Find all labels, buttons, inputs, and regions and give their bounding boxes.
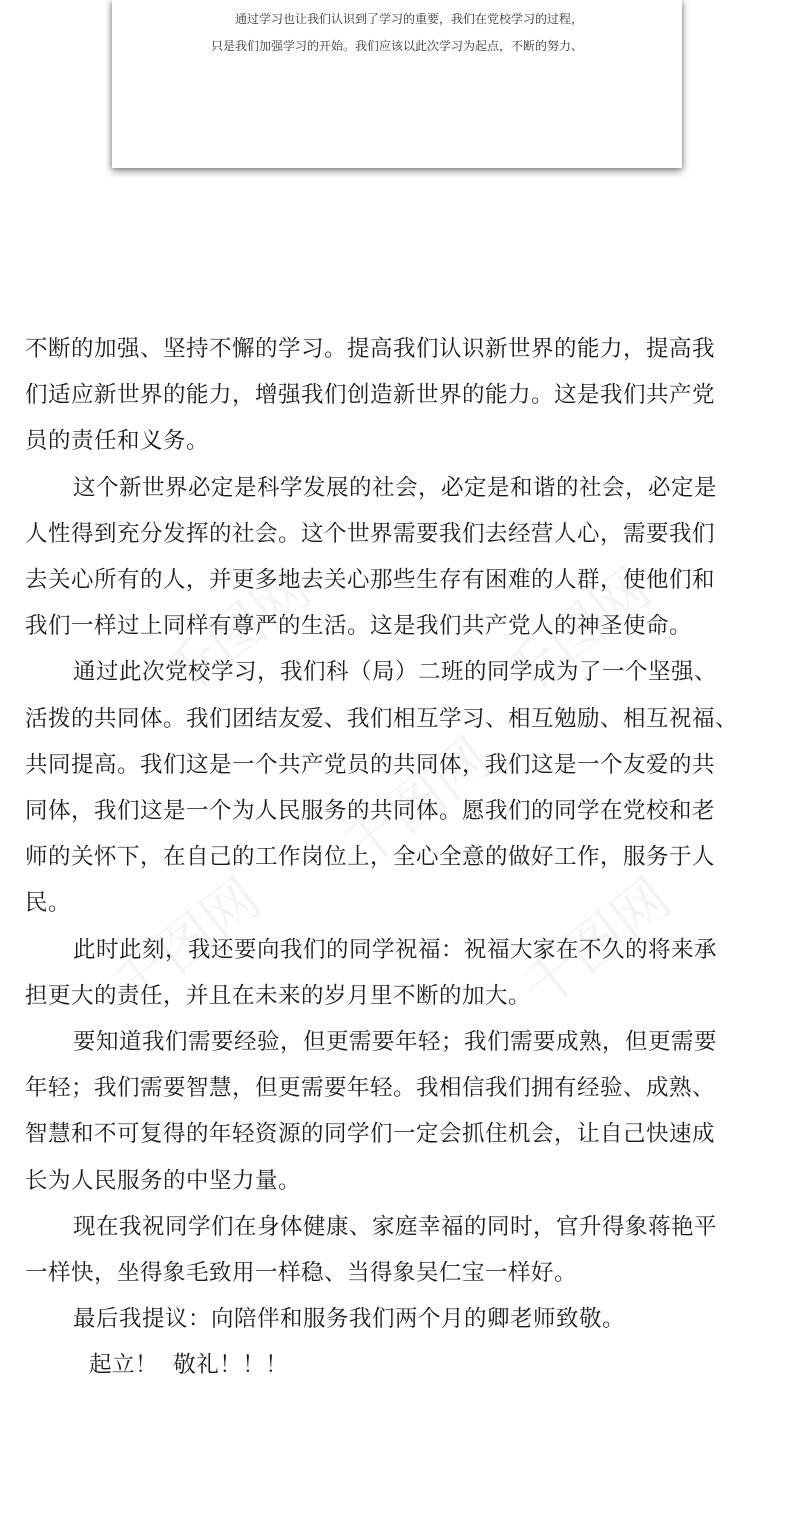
text-line: 最后我提议：向陪伴和服务我们两个月的卿老师致敬。 xyxy=(73,1306,626,1333)
text-line: 活拨的共同体。我们团结友爱、我们相互学习、相互勉励、相互祝福、 xyxy=(25,705,739,732)
text-line: 师的关怀下，在自己的工作岗位上，全心全意的做好工作，服务于人 xyxy=(25,844,716,871)
text-line: 去关心所有的人，并更多地去关心那些生存有困难的人群，使他们和 xyxy=(25,567,716,594)
paragraph xyxy=(25,649,785,926)
text-line: 此时此刻，我还要向我们的同学祝福：祝福大家在不久的将来承 xyxy=(73,936,718,963)
text-line: 通过此次党校学习，我们科（局）二班的同学成为了一个坚强、 xyxy=(73,659,718,686)
text-line: 要知道我们需要经验，但更需要年轻；我们需要成熟，但更需要 xyxy=(73,1029,718,1056)
text-line: 民。 xyxy=(25,890,72,917)
text-line: 这个新世界必定是科学发展的社会，必定是和谐的社会，必定是 xyxy=(73,474,718,501)
paragraph xyxy=(25,1019,785,1204)
paragraph xyxy=(25,1204,785,1296)
text-line: 长为人民服务的中坚力量。 xyxy=(25,1167,302,1194)
paragraph xyxy=(25,927,785,1019)
text-line: 共同提高。我们这是一个共产党员的共同体，我们这是一个友爱的共 xyxy=(25,751,716,778)
text-line: 担更大的责任，并且在未来的岁月里不断的加大。 xyxy=(25,982,532,1009)
text-line: 人性得到充分发挥的社会。这个世界需要我们去经营人心，需要我们 xyxy=(25,520,716,547)
document-body xyxy=(25,326,785,1389)
text-line: 员的责任和义务。 xyxy=(25,428,210,455)
paragraph xyxy=(25,326,785,465)
document-preview-card xyxy=(112,0,682,168)
text-line: 不断的加强、坚持不懈的学习。提高我们认识新世界的能力，提高我 xyxy=(25,336,716,362)
text-line: 我们一样过上同样有尊严的生活。这是我们共产党人的神圣使命。 xyxy=(25,613,693,640)
preview-line-2: 只是我们加强学习的开始。我们应该以此次学习为起点，不断的努力、 xyxy=(210,39,583,53)
preview-line-1: 通过学习也让我们认识到了学习的重要，我们在党校学习的过程， xyxy=(234,12,583,26)
text-line: 年轻；我们需要智慧，但更需要年轻。我相信我们拥有经验、成熟、 xyxy=(25,1075,716,1102)
text-line: 同体，我们这是一个为人民服务的共同体。愿我们的同学在党校和老 xyxy=(25,798,716,825)
text-line: 们适应新世界的能力，增强我们创造新世界的能力。这是我们共产党 xyxy=(25,382,716,409)
paragraph xyxy=(25,465,785,650)
paragraph xyxy=(25,1296,785,1342)
closing-line: 起立！ 敬礼！！！ xyxy=(89,1352,289,1379)
text-line: 现在我祝同学们在身体健康、家庭幸福的同时，官升得象蒋艳平 xyxy=(73,1213,718,1240)
text-line: 智慧和不可复得的年轻资源的同学们一定会抓住机会，让自己快速成 xyxy=(25,1121,716,1148)
text-line: 一样快，坐得象毛致用一样稳、当得象吴仁宝一样好。 xyxy=(25,1260,578,1287)
